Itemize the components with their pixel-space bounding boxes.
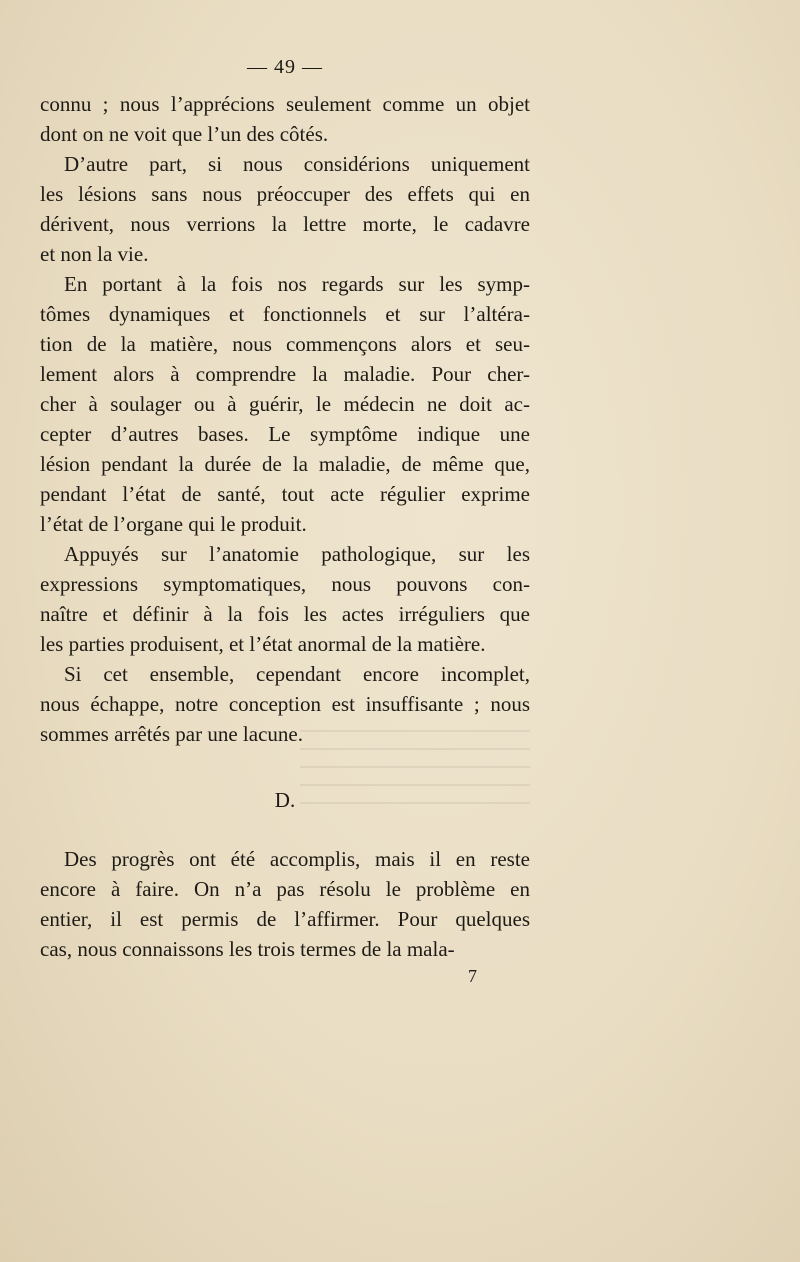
signature-mark: 7	[468, 966, 477, 986]
text-line: expressions symptomatiques, nous pouvons con-	[40, 572, 530, 596]
text-line: cepter d’autres bases. Le symptôme indique une	[40, 422, 530, 446]
text-line: tômes dynamiques et fonctionnels et sur l’altéra-	[40, 302, 530, 326]
text-line: les lésions sans nous préoccuper des effets qui en	[40, 182, 530, 206]
text-line: entier, il est permis de l’affirmer. Pour quelques	[40, 907, 530, 931]
paragraph	[40, 149, 530, 269]
paragraph	[40, 659, 530, 749]
text-line: lésion pendant la durée de la maladie, de même que,	[40, 452, 530, 476]
text-line: et non la vie.	[40, 242, 149, 266]
text-line: En portant à la fois nos regards sur les symp-	[64, 272, 530, 296]
paragraph	[40, 844, 530, 964]
section-heading: D.	[274, 788, 296, 812]
text-line: naître et définir à la fois les actes irréguliers que	[40, 602, 530, 626]
text-line: encore à faire. On n’a pas résolu le problème en	[40, 877, 530, 901]
page-number: — 49 —	[247, 56, 323, 78]
text-line: Des progrès ont été accomplis, mais il en reste	[64, 847, 530, 871]
text-line: tion de la matière, nous commençons alors et seu-	[40, 332, 530, 356]
text-line: cher à soulager ou à guérir, le médecin ne doit ac-	[40, 392, 530, 416]
text-line: Appuyés sur l’anatomie pathologique, sur les	[64, 542, 530, 566]
text-line: l’état de l’organe qui le produit.	[40, 512, 307, 536]
paragraph	[40, 269, 530, 539]
text-line: dont on ne voit que l’un des côtés.	[40, 122, 329, 146]
paragraph	[40, 89, 530, 149]
text-line: lement alors à comprendre la maladie. Pour cher-	[40, 362, 530, 386]
text-line: pendant l’état de santé, tout acte régulier exprime	[40, 482, 530, 506]
body-text-top	[40, 89, 530, 749]
text-line: D’autre part, si nous considérions uniquement	[64, 152, 530, 176]
text-line: cas, nous connaissons les trois termes de la mala-	[40, 937, 455, 961]
text-line: les parties produisent, et l’état anormal de la matière.	[40, 632, 486, 656]
text-line: connu ; nous l’apprécions seulement comme un objet	[40, 92, 530, 116]
text-line: sommes arrêtés par une lacune.	[40, 722, 303, 746]
text-line: nous échappe, notre conception est insuffisante ; nous	[40, 692, 530, 716]
body-text-bottom	[40, 844, 530, 964]
text-line: dérivent, nous verrions la lettre morte, le cadavre	[40, 212, 530, 236]
text-line: Si cet ensemble, cependant encore incomplet,	[64, 662, 530, 686]
paragraph	[40, 539, 530, 659]
